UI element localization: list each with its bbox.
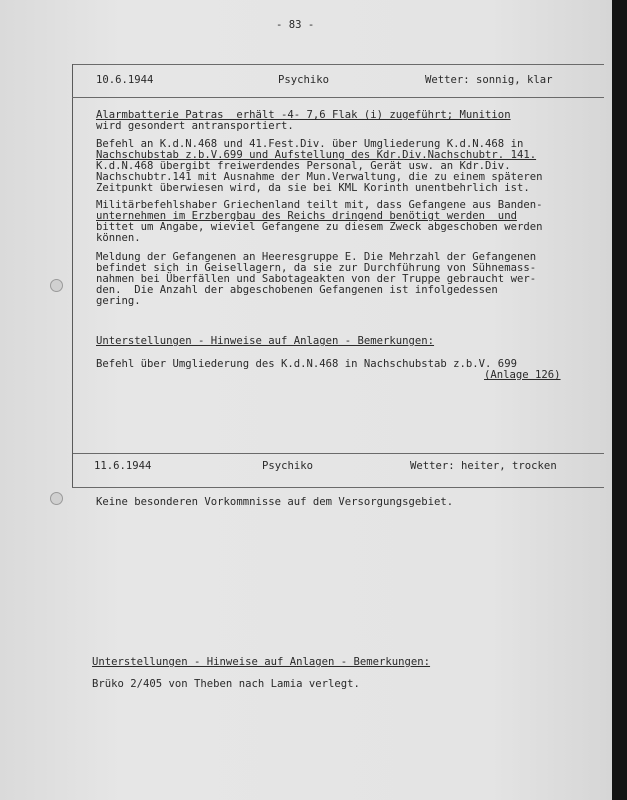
entry-1-paragraph-3-line-3: bittet um Angabe, wieviel Gefangene zu diesem Zweck abgeschoben werden [96,221,543,233]
entry-1-paragraph-2-line-2: Nachschubstab z.b.V.699 und Aufstellung des Kdr.Div.Nachschubtr. 141. [96,149,537,161]
entry-1-paragraph-4-line-1: Meldung der Gefangenen an Heeresgruppe E. Die Mehrzahl der Gefangenen [96,251,537,263]
entry-1-remarks-heading: Unterstellungen - Hinweise auf Anlagen - Bemerkungen: [96,335,435,347]
entry-1-paragraph-3-line-2: unternehmen im Erzbergbau des Reichs dringend benötigt werden und [96,210,517,222]
punch-hole [50,492,63,505]
entry-1-paragraph-1-line-2: wird gesondert antransportiert. [96,120,294,132]
scan-edge [612,0,627,800]
entry-1-paragraph-4-line-5: gering. [96,295,141,307]
separator-rule [72,64,604,65]
entry-1-paragraph-3-line-1: Militärbefehlshaber Griechenland teilt mit, dass Gefangene aus Banden- [96,199,543,211]
entry-1-annex: (Anlage 126) [484,369,561,381]
margin-rule [72,64,73,454]
entry-1-remarks-line: Befehl über Umgliederung des K.d.N.468 in Nachschubstab z.b.V. 699 [96,358,517,370]
entry-2-date: 11.6.1944 [94,460,152,472]
entry-1-weather: Wetter: sonnig, klar [425,74,553,86]
entry-2-text: Keine besonderen Vorkommnisse auf dem Versorgungsgebiet. [96,496,454,508]
entry-1-paragraph-2-line-1: Befehl an K.d.N.468 und 41.Fest.Div. über Umgliederung K.d.N.468 in [96,138,524,150]
separator-rule [72,487,604,488]
entry-1-place: Psychiko [278,74,330,86]
entry-1-paragraph-2-line-4: Nachschubtr.141 mit Ausnahme der Mun.Verwaltung, die zu einem späteren [96,171,543,183]
entry-1-paragraph-1-line-1: Alarmbatterie Patras erhält -4- 7,6 Flak (i) zugeführt; Munition [96,109,511,121]
entry-2-weather: Wetter: heiter, trocken [410,460,557,472]
entry-2-remarks-line: Brüko 2/405 von Theben nach Lamia verlegt. [92,678,360,690]
entry-1-paragraph-2-line-3: K.d.N.468 übergibt freiwerdendes Personal, Gerät usw. an Kdr.Div. [96,160,511,172]
entry-1-paragraph-4-line-2: befindet sich in Geisellagern, da sie zur Durchführung von Sühnemass- [96,262,537,274]
entry-2-place: Psychiko [262,460,314,472]
margin-rule [72,453,73,488]
entry-2-remarks-heading: Unterstellungen - Hinweise auf Anlagen - Bemerkungen: [92,656,431,668]
entry-1-paragraph-4-line-3: nahmen bei Überfällen und Sabotageakten von der Truppe gebraucht wer- [96,273,537,285]
separator-rule [72,453,604,454]
entry-1-paragraph-4-line-4: den. Die Anzahl der abgeschobenen Gefangenen ist infolgedessen [96,284,498,296]
entry-1-paragraph-2-line-5: Zeitpunkt überwiesen wird, da sie bei KML Korinth unentbehrlich ist. [96,182,530,194]
punch-hole [50,279,63,292]
page-number: - 83 - [276,19,315,31]
entry-1-date: 10.6.1944 [96,74,154,86]
separator-rule [72,97,604,98]
entry-1-paragraph-3-line-4: können. [96,232,141,244]
